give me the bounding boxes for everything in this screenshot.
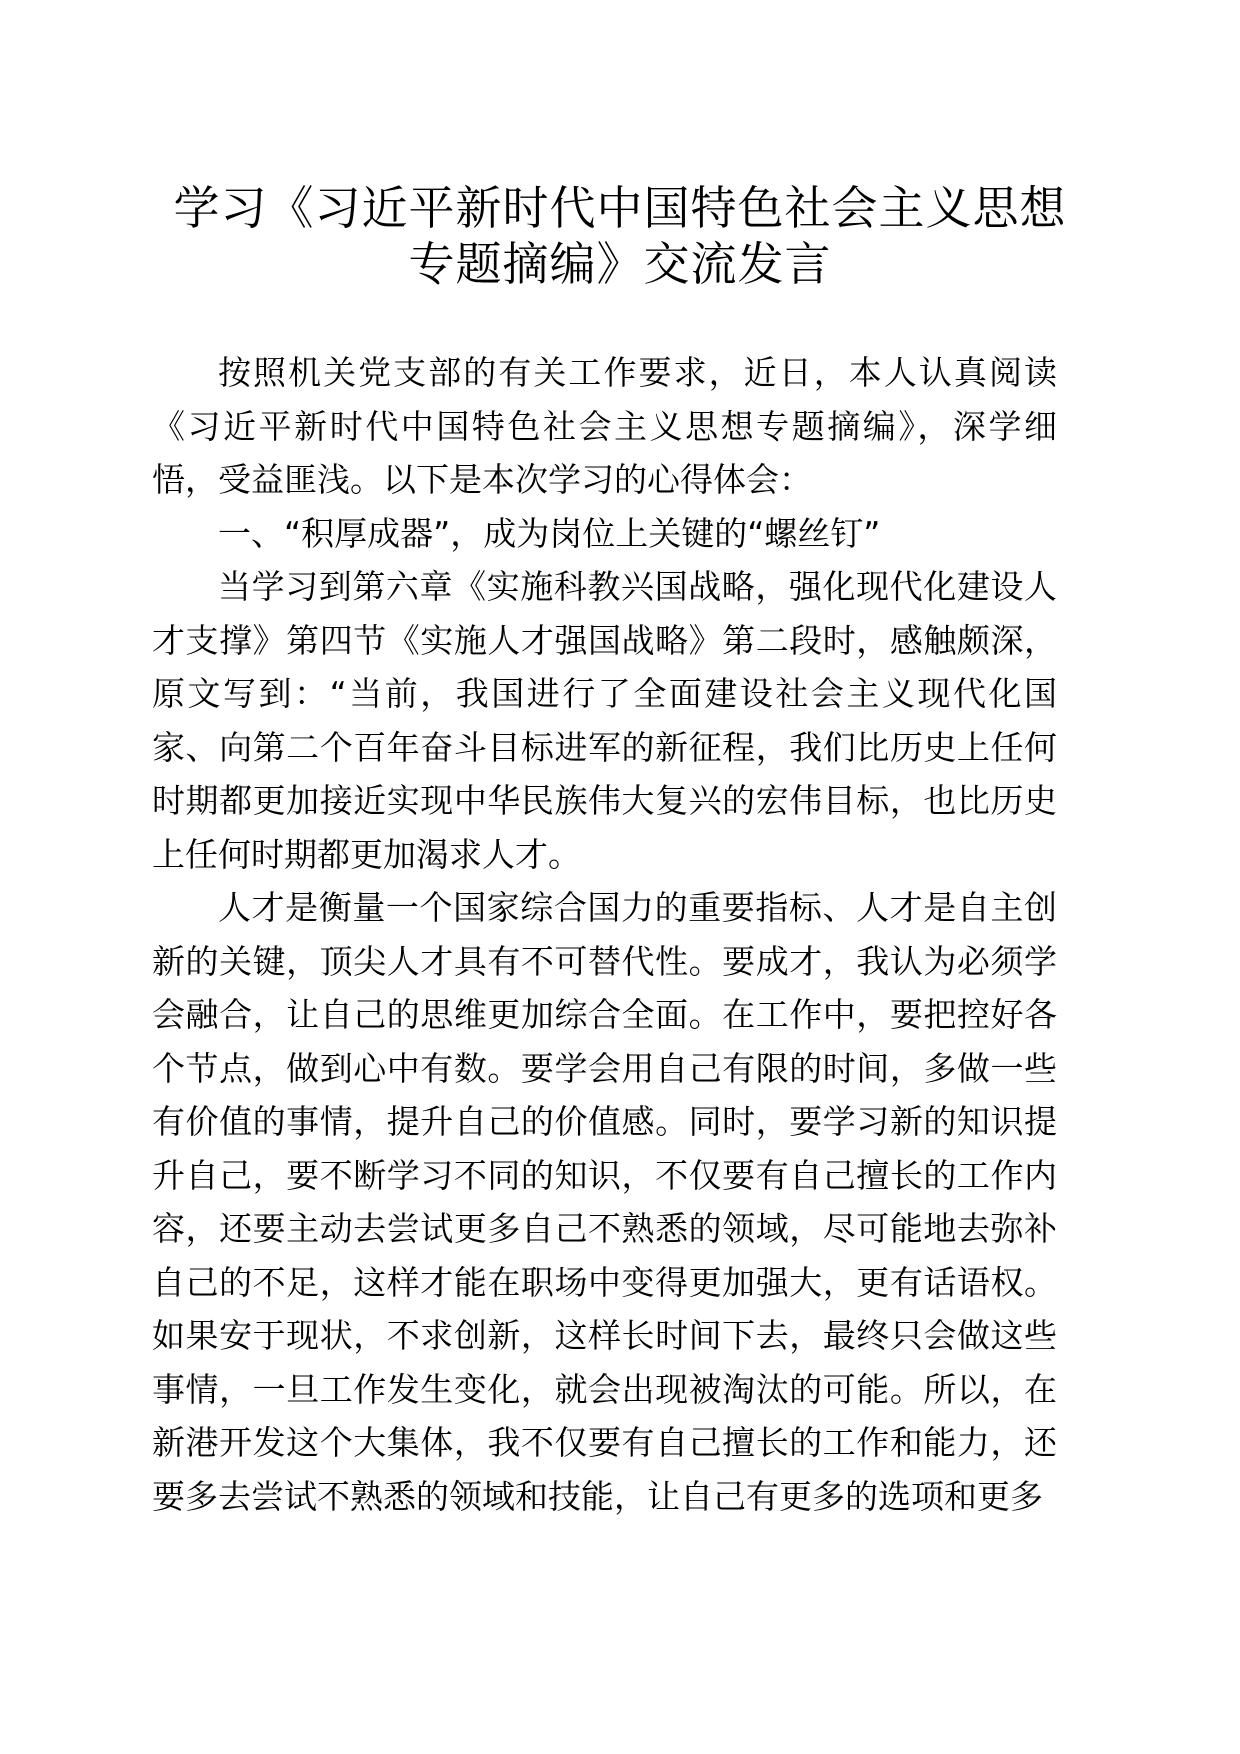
section-heading-1: 一、“积厚成器”，成为岗位上关键的“螺丝钉” bbox=[218, 513, 881, 553]
document-body bbox=[152, 346, 1057, 1523]
document-title bbox=[150, 180, 1090, 292]
paragraph-talent: 人才是衡量一个国家综合国力的重要指标、人才是自主创新的关键，顶尖人才具有不可替代性。要成才，我认为必须学会融合，让自己的思维更加综合全面。在工作中，要把控好各个节点，做到心中有数。要学会用自己有限的时间，多做一些有价值的事情，提升自己的价值感。同时，要学习新的知识提升自己，要不断学习不同的知识，不仅要有自己擅长的工作内容，还要主动去尝试更多自己不熟悉的领域，尽可能地去弥补自己的不足，这样才能在职场中变得更加强大，更有话语权。如果安于现状，不求创新，这样长时间下去，最终只会做这些事情，一旦工作发生变化，就会出现被淘汰的可能。所以，在新港开发这个大集体，我不仅要有自己擅长的工作和能力，还要多去尝试不熟悉的领域和技能，让自己有更多的选项和更多 bbox=[152, 888, 1057, 1516]
paragraph-intro: 按照机关党支部的有关工作要求，近日，本人认真阅读《习近平新时代中国特色社会主义思想专题摘编》，深学细悟，受益匪浅。以下是本次学习的心得体会： bbox=[152, 353, 1057, 499]
paragraph-quote: 当学习到第六章《实施科教兴国战略，强化现代化建设人才支撑》第四节《实施人才强国战略》第二段时，感触颇深，原文写到：“当前，我国进行了全面建设社会主义现代化国家、向第二个百年奋斗目标进军的新征程，我们比历史上任何时期都更加接近实现中华民族伟大复兴的宏伟目标，也比历史上任何时期都更加渴求人才。 bbox=[152, 567, 1057, 874]
title-line-1: 学习《习近平新时代中国特色社会主义思想 bbox=[173, 181, 1067, 235]
title-line-2: 专题摘编》交流发言 bbox=[408, 237, 832, 291]
